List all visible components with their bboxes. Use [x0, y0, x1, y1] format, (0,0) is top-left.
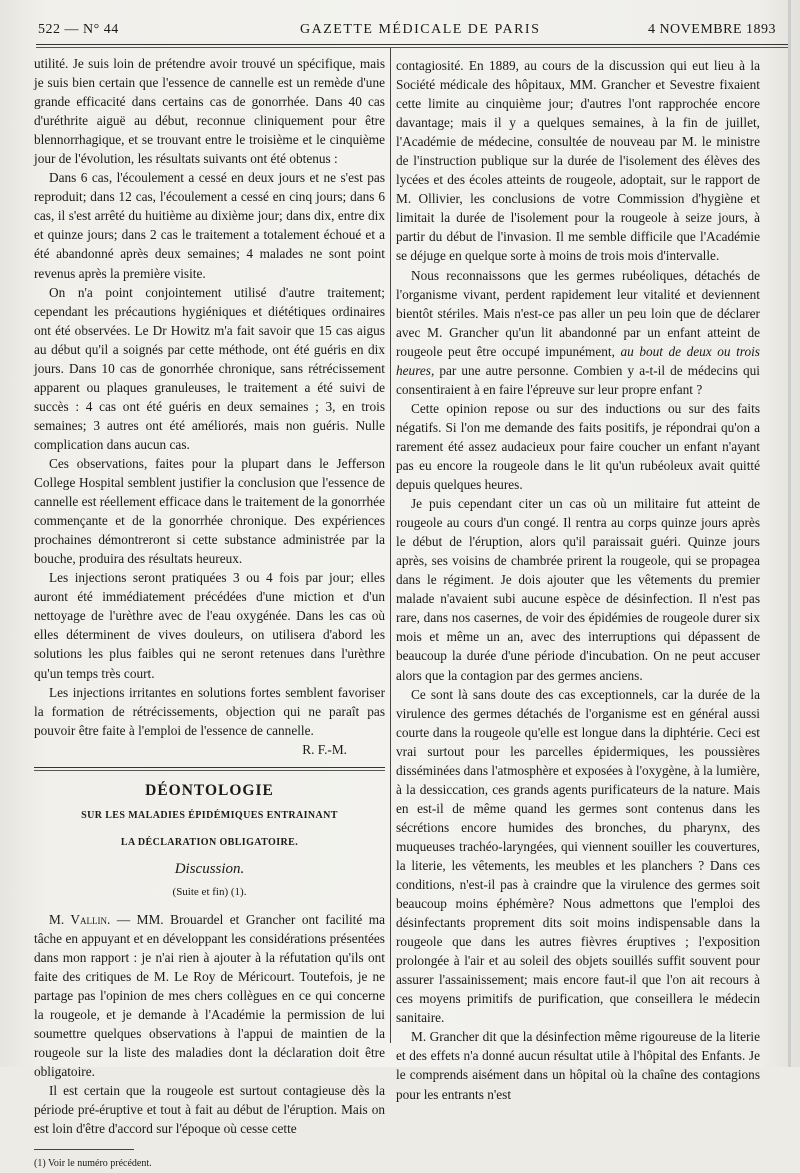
paragraph: M. Grancher dit que la désinfection même rigoureuse de la literie et des effets n'a donné aucun résultat utile à l'hôpital des Enfants. Je le comprends aisément dans un hôpital où la chaîne des contagions pour les entrants n'est: [396, 1029, 760, 1102]
paragraph-text: par une autre personne. Combien y a-t-il de médecins qui consentiraient à en faire l'épreuve sur leur propre enfant ?: [396, 362, 760, 397]
paragraph-text: — MM. Brouardel et Grancher ont facilité ma tâche en appuyant et en développant les considérations présentées dans mon rapport : je n'ai rien à ajouter à la réfutation qu'ils ont faite des critiques de M. Le Roy de Méricourt. Toutefois, je ne partage pas l'opinion de mes chers collègues en ce qui concerne la rougeole, et je demande à l'Académie la permission de lui soumettre quelques observations à l'appui de maintien de la rougeole sur la liste des maladies dont la déclaration doit être obligatoire.: [34, 911, 385, 1080]
paragraph: [34, 910, 385, 1081]
right-column: [396, 56, 760, 1104]
section-rule-secondary: [34, 770, 385, 771]
footnote: (1) Voir le numéro précédent.: [34, 1157, 152, 1169]
section-title: DÉONTOLOGIE: [145, 781, 274, 799]
journal-title: GAZETTE MÉDICALE DE PARIS: [300, 22, 541, 37]
page-edge: [788, 0, 791, 1067]
header-rule: [36, 44, 788, 45]
footnote-rule: [34, 1149, 134, 1150]
issue-date: 4 NOVEMBRE 1893: [647, 22, 776, 37]
page-header: [38, 20, 786, 42]
paragraph-text: Nous reconnaissons que les germes rubéoliques, détachés de l'organisme vivant, perdent rapidement leur vitalité et deviennent bientôt stériles. Mais n'est-ce pas aller un peu loin que de déclarer avec M. Grancher qu'un lit abandonné par un enfant atteint de rougeole peut être occupé impunément,: [396, 267, 760, 359]
header-rule-secondary: [36, 47, 788, 48]
section-subtitle: SUR LES MALADIES ÉPIDÉMIQUES ENTRAINANT: [81, 809, 338, 821]
section-subtitle: LA DÉCLARATION OBLIGATOIRE.: [120, 836, 299, 848]
paragraph: Les injections seront pratiquées 3 ou 4 fois par jour; elles auront été immédiatement précédées d'une miction et d'un nettoyage de l'urèthre avec de l'eau oxygénée. Dans les cas où elles déterminent de vives douleurs, on utilisera d'abord les solutions les plus faibles qui ne seront retenues dans l'urèthre qu'un temps très court.: [34, 570, 385, 681]
paragraph: Dans 6 cas, l'écoulement a cessé en deux jours et ne s'est pas reproduit; dans 12 cas, l'écoulement a cessé en cinq jours; dans 6 cas, il s'est arrêté du huitième au dixième jour; dans dix, entre dix et quinze jours; dans 2 cas le traitement a totalement échoué et a été abandonné après deux semaines; 4 malades ne sont point revenus après la première visite.: [34, 170, 385, 281]
left-column: [34, 54, 385, 1173]
paragraph: utilité. Je suis loin de prétendre avoir trouvé un spécifique, mais je suis bien certain que l'essence de cannelle est un remède d'une grande efficacité dans certains cas de gonorrhée. Dans 40 cas d'uréthrite aiguë au début, reconnue cliniquement pour être blennorrhagique, et se trouvant entre le troisième et le cinquième jour de l'évolution, les résultats suivants ont été obtenus :: [34, 56, 385, 167]
paragraph: Ces observations, faites pour la plupart dans le Jefferson College Hospital semblent justifier la conclusion que l'essence de cannelle est réellement efficace dans le traitement de la gonorrhée commençante et de la gonorrhée chronique. Des expériences prochaines démontreront si cette substance administrée par la bouche, produira des résultats heureux.: [34, 455, 385, 567]
paragraph: Ce sont là sans doute des cas exceptionnels, car la durée de la virulence des germes détachés de l'organisme est en général aussi courte dans la rougeole qu'elle est longue dans la diphtérie. Ceci est vrai surtout pour les parcelles épidermiques, les poussières disséminées dans l'atmosphère et exposées à l'oxygène, à la lumière, à la dessiccation, ces grands agents purificateurs de la nature. Mais en est-il de même quand les germes sont contenus dans les sécrétions encore humides des bronches, du pharynx, des muqueuses trachéo-laryngées, qui viennent souiller les couvertures, la literie, les vêtements, les meubles et les planchers ? Dans ces conditions, n'est-il pas à craindre que la virulence des germes soit beaucoup moins éphémère? Nous admettons que l'emploi des désinfectants proprement dits soit moins indispensable dans la rougeole que dans les autres fièvres éruptives ; l'exposition prolongée à l'air et au soleil des objets souillés suffit souvent pour assurer l'assainissement; mais encore faut-il que l'on ait recours à ces moyens primitifs de purification, que conseillera le médecin sanitaire.: [396, 686, 760, 1026]
speaker-name: M. Vallin.: [49, 911, 111, 927]
paragraph: Les injections irritantes en solutions fortes semblent favoriser la formation de rétrécissements, objection qui ne paraît pas pouvoir être faite à l'emploi de l'essence de cannelle.: [34, 684, 385, 738]
page-number: 522 — N° 44: [38, 22, 119, 37]
paragraph: Cette opinion repose ou sur des inductions ou sur des faits négatifs. Si l'on me demande des faits positifs, je répondrai qu'on a rarement été assez audacieux pour faire coucher un enfant n'ayant pas eu encore la rougeole dans le lit qu'un rubéoleux avait quitté depuis quelques heures.: [396, 400, 760, 493]
column-divider: [390, 48, 391, 1043]
continuation-note: (Suite et fin) (1).: [172, 885, 247, 898]
paragraph: Je puis cependant citer un cas où un militaire fut atteint de rougeole au cours d'un congé. Il rentra au corps quinze jours après le début de l'éruption, alors qu'il paraissait guéri. Quinze jours après, ses voisins de chambrée prirent la rougeole, qui se propagea dans le régiment. Je dois ajouter que les vêtements du premier malade n'avaient subi aucune espèce de désinfection. Il n'est pas rare, dans nos casernes, de voir des épidémies de rougeole durer six mois et même un an, avec des interruptions qui dépassent de beaucoup la durée d'une période d'incubation. On ne peut accuser alors que la contagion par des germes anciens.: [396, 496, 760, 683]
article-signature: R. F.-M.: [302, 741, 347, 757]
paragraph: [396, 266, 760, 399]
paragraph: Il est certain que la rougeole est surtout contagieuse dès la période pré-éruptive et tout à fait au début de l'éruption. Mais on est loin d'être d'accord sur l'époque où cesse cette: [34, 1083, 385, 1137]
paragraph: On n'a point conjointement utilisé d'autre traitement; cependant les précautions hygiéniques et diététiques ordinaires ont été observées. Le Dr Howitz m'a fait savoir que 15 cas aigus au début qu'il a soignés par cette méthode, ont été guéris en dix jours. Dans 10 cas de gonorrhée chronique, sans rétrécissement apparent ou plaques granuleuses, le traitement a été suivi de succès : 4 cas ont été guéris en deux semaines ; 3, en trois semaines; 3 autres ont été améliorés, mais non guéris. Nulle complication dans aucun cas.: [34, 284, 385, 452]
paragraph: contagiosité. En 1889, au cours de la discussion qui eut lieu à la Société médicale des hôpitaux, MM. Grancher et Sevestre fixaient cette limite au cinquième jour; d'autres l'ont rapprochée encore davantage; mais il y a quelques semaines, à la fin de juillet, l'Académie de médecine, consultée de nouveau par M. le ministre de l'instruction publique sur la durée de l'isolement des élèves des lycées et des écoles atteints de rougeole, adoptait, sur le rapport de M. Ollivier, les conclusions de votre Commission d'hygiène et limitait la durée de l'isolement pour la rougeole à seize jours, à partir du début de l'invasion. Il me semble difficile que l'Académie se déjuge en quelque sorte à moins de trois mois d'intervalle.: [396, 58, 760, 264]
section-rule: [34, 767, 385, 768]
italic-phrase: au bout de deux ou trois heures,: [396, 343, 760, 378]
discussion-heading: Discussion.: [174, 860, 245, 877]
